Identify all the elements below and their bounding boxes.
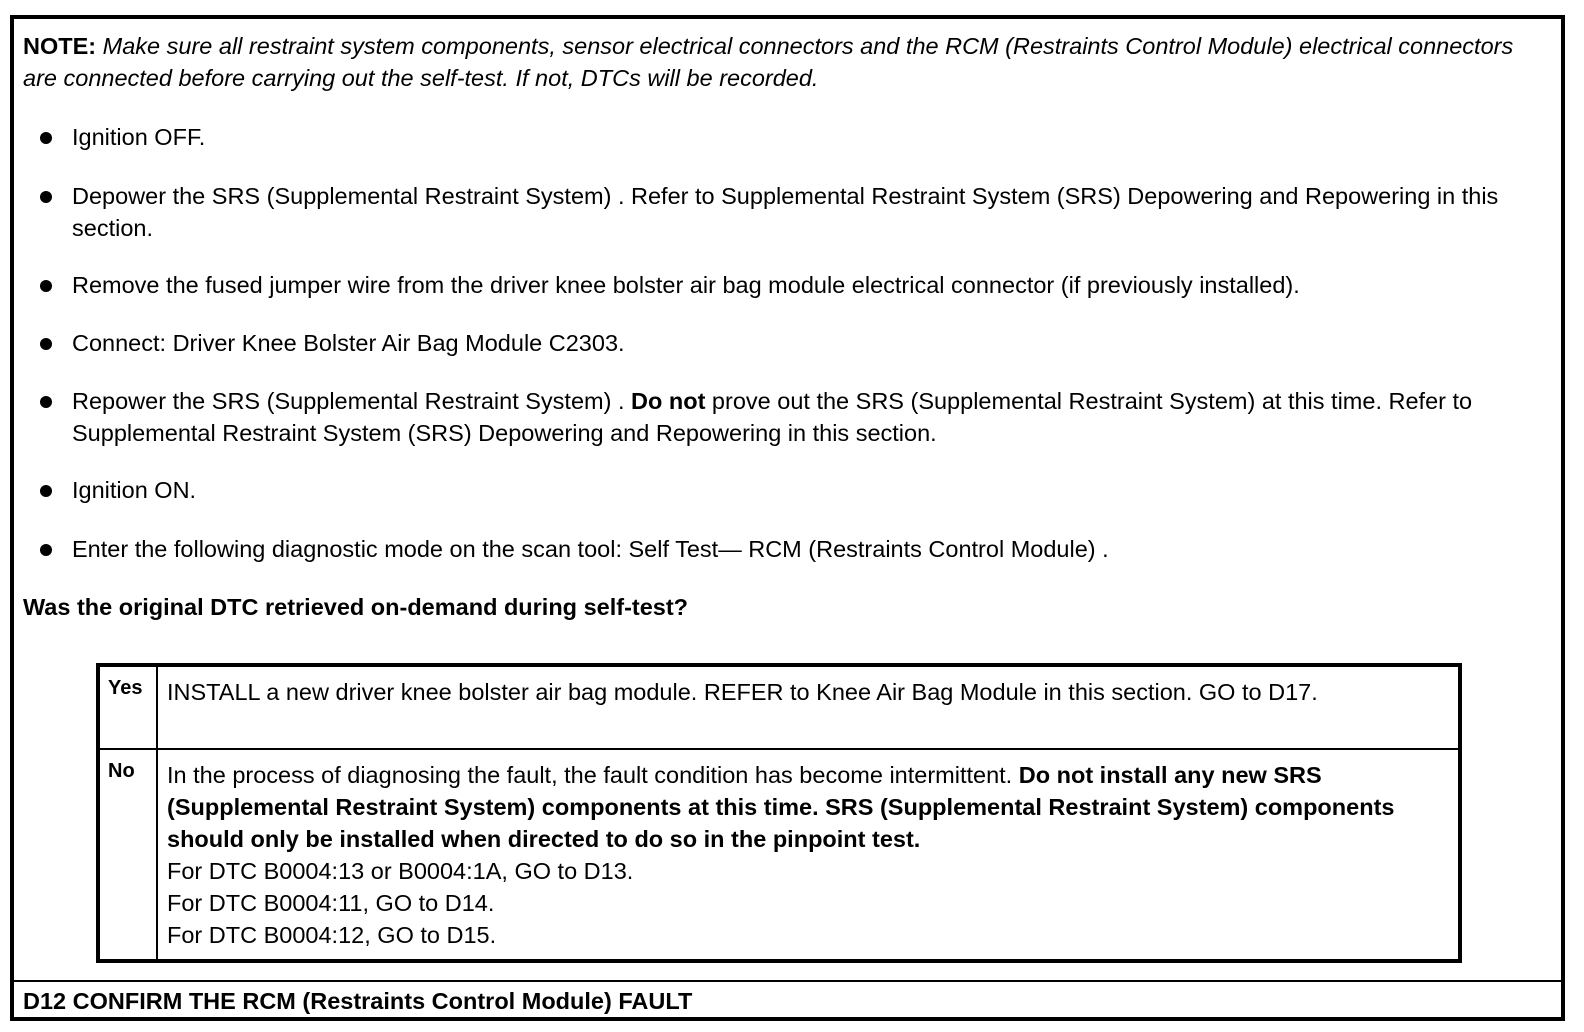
step-text: Remove the fused jumper wire from the driver knee bolster air bag module electrical connector (if previously installed). <box>72 272 1300 298</box>
question: Was the original DTC retrieved on-demand during self-test? <box>23 594 689 620</box>
document-frame <box>10 15 1565 1021</box>
next-step-title: D12 CONFIRM THE RCM (Restraints Control Module) FAULT <box>23 988 693 1014</box>
note <box>23 30 1523 94</box>
step-text: Connect: Driver Knee Bolster Air Bag Module C2303. <box>72 330 625 356</box>
step-text: Depower the SRS (Supplemental Restraint System) . Refer to Supplemental Restraint System (SRS) Depowering and Repowering in this section. <box>72 183 1499 241</box>
bullet-icon <box>40 280 52 292</box>
note-label: NOTE: <box>23 33 97 59</box>
bullet-icon <box>40 396 52 408</box>
list-item <box>72 385 1532 449</box>
answer-row-yes <box>100 667 1458 750</box>
step-text-bold: Do not <box>631 388 706 414</box>
bullet-icon <box>40 338 52 350</box>
step-text: Enter the following diagnostic mode on the scan tool: Self Test— RCM (Restraints Control Module) . <box>72 536 1109 562</box>
step-content <box>14 19 1561 982</box>
list-item <box>72 327 1532 359</box>
list-item <box>72 474 1532 506</box>
step-text: Repower the SRS (Supplemental Restraint System) . <box>72 388 632 414</box>
dtc-line: For DTC B0004:12, GO to D15. <box>167 922 497 948</box>
list-item <box>72 180 1532 244</box>
answer-text-no-normal: In the process of diagnosing the fault, the fault condition has become intermittent. <box>167 762 1019 788</box>
step-text: prove out the SRS (Supplemental Restraint System) at this time. Refer to Supplemental Restraint System (SRS) Depowering and Repowering in this section. <box>72 388 1473 446</box>
step-text: Ignition ON. <box>72 477 197 503</box>
answer-text-no-bold: Do not install any new SRS (Supplemental Restraint System) components at this time. SRS (Supplemental Restraint System) components should only be installed when directed to do so in the pinpoint test. <box>167 762 1395 852</box>
answer-label-no: No <box>100 750 158 959</box>
answer-table <box>96 663 1462 963</box>
answer-label-yes: Yes <box>100 667 158 748</box>
step-text: Ignition OFF. <box>72 124 206 150</box>
bullet-icon <box>40 485 52 497</box>
list-item <box>72 121 1532 153</box>
bullet-icon <box>40 191 52 203</box>
bullet-icon <box>40 132 52 144</box>
answer-text-yes: INSTALL a new driver knee bolster air bag module. REFER to Knee Air Bag Module in this section. GO to D17. <box>167 679 1318 705</box>
note-text: Make sure all restraint system components, sensor electrical connectors and the RCM (Restraints Control Module) electrical connectors are connected before carrying out the self-test. If not, DTCs will be recorded. <box>23 33 1514 91</box>
dtc-line: For DTC B0004:13 or B0004:1A, GO to D13. <box>167 858 634 884</box>
list-item <box>72 269 1532 301</box>
answer-text-no <box>158 750 1458 959</box>
dtc-line: For DTC B0004:11, GO to D14. <box>167 890 495 916</box>
bullet-icon <box>40 544 52 556</box>
list-item <box>72 533 1532 565</box>
answer-row-no <box>100 750 1458 959</box>
